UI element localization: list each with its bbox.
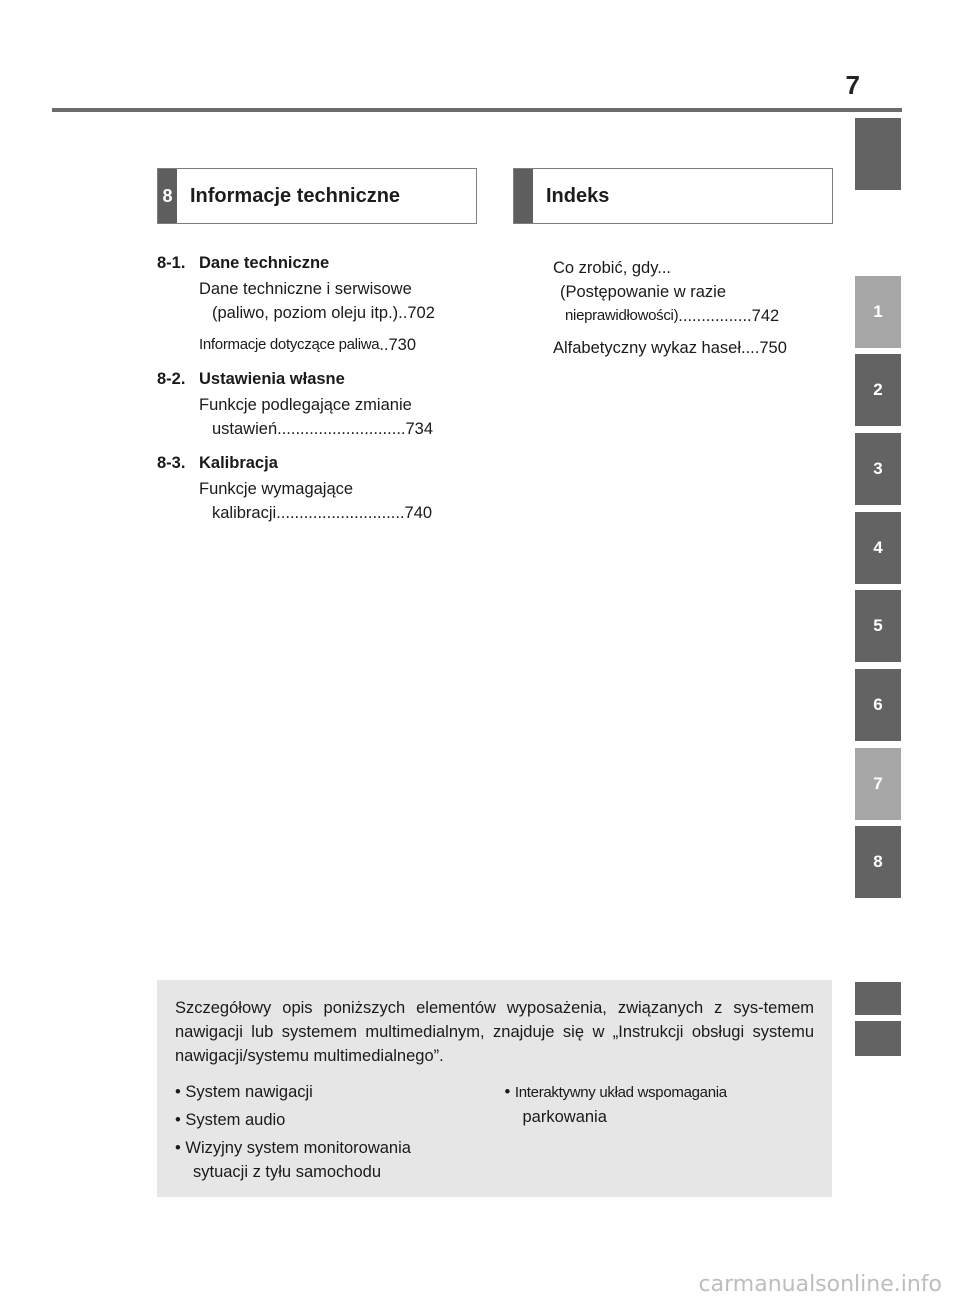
index-title: Indeks bbox=[546, 184, 610, 207]
bullet-item: • Interaktywny układ wspomagania parkowania bbox=[505, 1080, 815, 1129]
side-tab-7[interactable]: 7 bbox=[855, 748, 901, 820]
top-divider bbox=[52, 108, 902, 112]
index-header bbox=[513, 168, 833, 224]
section-8-header bbox=[157, 168, 477, 224]
side-tab-3[interactable]: 3 bbox=[855, 433, 901, 505]
toc-entry-subtitle: (paliwo, poziom oleju itp.) bbox=[212, 304, 399, 322]
toc-entry-title: Co zrobić, gdy... bbox=[553, 259, 671, 277]
toc-leader-dots: ................ bbox=[678, 307, 752, 325]
section-number-badge: 8 bbox=[158, 169, 177, 223]
side-tab-blank-top[interactable] bbox=[855, 118, 901, 190]
bullet-text: System nawigacji bbox=[185, 1083, 313, 1101]
toc-entry[interactable] bbox=[553, 336, 829, 360]
toc-entry[interactable] bbox=[157, 393, 473, 441]
toc-entry-title: Alfabetyczny wykaz haseł bbox=[553, 339, 742, 357]
bullet-item: • System audio bbox=[175, 1111, 286, 1129]
subsection-heading[interactable] bbox=[157, 451, 473, 475]
subsection-title: Ustawienia własne bbox=[199, 370, 345, 388]
bullet-text: Interaktywny układ wspomagania bbox=[514, 1084, 727, 1101]
subsection-number: 8-2. bbox=[157, 370, 186, 388]
subsection-number: 8-1. bbox=[157, 254, 186, 272]
toc-entry-title: Dane techniczne i serwisowe bbox=[199, 280, 412, 298]
info-box-text: Szczegółowy opis poniższych elementów wyposażenia, związanych z sys-temem nawigacji lub systemem multimedialnym, znajduje się w „Instrukcji obsługi systemu nawigacji/systemu multimedialnego”. bbox=[175, 999, 814, 1065]
toc-leader-dots: .. bbox=[398, 304, 408, 322]
toc-leader-dots: ............................ bbox=[276, 504, 405, 522]
side-tab-4[interactable]: 4 bbox=[855, 512, 901, 584]
side-tab-8[interactable]: 8 bbox=[855, 826, 901, 898]
bullet-text-cont: sytuacji z tyłu samochodu bbox=[193, 1163, 382, 1181]
toc-entry-subtitle: kalibracji bbox=[212, 504, 277, 522]
bullet-text: Wizyjny system monitorowania bbox=[185, 1139, 411, 1157]
side-tab-1[interactable]: 1 bbox=[855, 276, 901, 348]
toc-page-number: 730 bbox=[388, 336, 417, 354]
bullet-text: System audio bbox=[185, 1111, 286, 1129]
toc-entry-subtitle-cont: nieprawidłowości) bbox=[565, 307, 679, 324]
toc-entry[interactable] bbox=[157, 277, 473, 325]
side-tab-2[interactable]: 2 bbox=[855, 354, 901, 426]
toc-page-number: 750 bbox=[759, 339, 787, 357]
toc-leader-dots: ............................ bbox=[277, 420, 406, 438]
toc-entry[interactable] bbox=[157, 333, 473, 357]
toc-page-number: 742 bbox=[751, 307, 780, 325]
index-badge bbox=[514, 169, 533, 223]
info-box bbox=[157, 980, 832, 1197]
side-tab-blank-lower-2[interactable] bbox=[855, 1021, 901, 1056]
toc-entry-subtitle: ustawień bbox=[212, 420, 278, 438]
toc-index bbox=[553, 254, 829, 360]
toc-entry-title: Informacje dotyczące paliwa bbox=[199, 336, 380, 353]
bullet-item: • System nawigacji bbox=[175, 1083, 313, 1101]
bullet-column-right bbox=[485, 1076, 815, 1184]
bullet-column-left bbox=[175, 1076, 485, 1184]
toc-page-number: 734 bbox=[405, 420, 434, 438]
subsection-title: Kalibracja bbox=[199, 454, 278, 472]
page-number: 7 bbox=[845, 70, 860, 100]
toc-leader-dots: .... bbox=[741, 339, 760, 357]
toc-page-number: 702 bbox=[407, 304, 435, 322]
side-tab-6[interactable]: 6 bbox=[855, 669, 901, 741]
subsection-number: 8-3. bbox=[157, 454, 186, 472]
bullet-item: • Wizyjny system monitorowania sytuacji z tyłu samochodu bbox=[175, 1136, 485, 1184]
side-tab-blank-lower-1[interactable] bbox=[855, 982, 901, 1015]
section-title: Informacje techniczne bbox=[190, 184, 401, 207]
subsection-heading[interactable] bbox=[157, 251, 473, 275]
watermark: carmanualsonline.info bbox=[698, 1272, 942, 1297]
toc-page-number: 740 bbox=[404, 504, 433, 522]
toc-section-8 bbox=[157, 251, 473, 525]
toc-entry-subtitle: (Postępowanie w razie bbox=[560, 283, 726, 301]
toc-entry[interactable] bbox=[157, 477, 473, 525]
bullet-text-cont: parkowania bbox=[522, 1108, 607, 1126]
subsection-title: Dane techniczne bbox=[199, 254, 330, 272]
toc-entry-title: Funkcje wymagające bbox=[199, 480, 354, 498]
toc-entry-title: Funkcje podlegające zmianie bbox=[199, 396, 412, 414]
side-tab-5[interactable]: 5 bbox=[855, 590, 901, 662]
toc-entry[interactable] bbox=[553, 256, 829, 328]
toc-leader-dots: .. bbox=[379, 336, 389, 354]
subsection-heading[interactable] bbox=[157, 367, 473, 391]
